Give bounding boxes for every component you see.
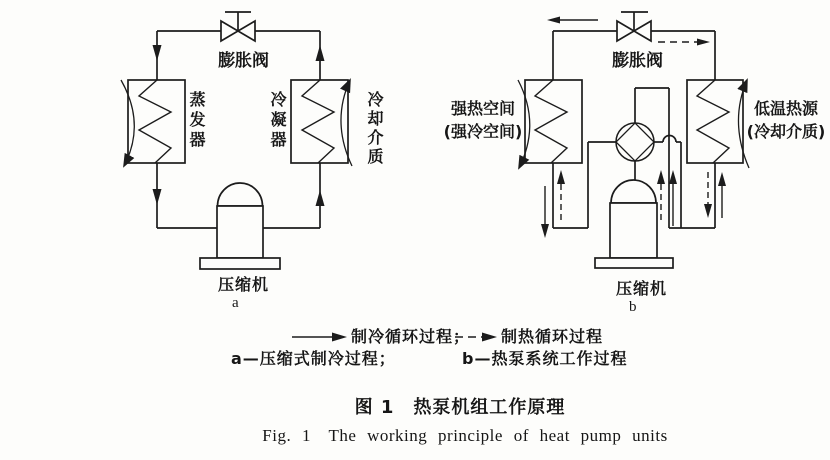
heat-source-exchanger	[687, 80, 749, 168]
flow-arrow-up-icon	[718, 172, 726, 186]
flow-arrow-down-icon	[704, 204, 712, 218]
compressor-b	[595, 180, 673, 268]
compressor-label-a: 压缩机	[218, 275, 270, 294]
heat-source-label: 低温热源 (冷却介质)	[746, 99, 826, 141]
flow-arrow-up-icon	[316, 45, 325, 61]
figure-caption-cn: 图 1 热泵机组工作原理	[354, 397, 566, 418]
legend-heating-cycle-label: 制热循环过程	[501, 327, 604, 346]
flow-arrow-up-icon	[316, 190, 325, 206]
heating-space-label: 强热空间 (强冷空间)	[443, 99, 523, 141]
expansion-valve-label-b: 膨胀阀	[612, 51, 663, 71]
flow-arrow-down-icon	[153, 189, 162, 205]
evaporator-a	[121, 80, 185, 166]
condenser-a	[291, 80, 352, 166]
condenser-label: 冷凝器	[268, 91, 287, 151]
figure-caption-en: Fig. 1 The working principle of heat pump units	[262, 426, 668, 445]
flow-arrow-up-icon	[669, 170, 677, 184]
legend-sub-b: b—热泵系统工作过程	[462, 349, 628, 368]
cooling-medium-label: 冷却介质	[365, 91, 384, 167]
legend-solid-arrow-icon	[292, 333, 347, 342]
heating-direction-arrow	[658, 39, 710, 46]
heating-space-exchanger	[518, 80, 582, 168]
four-way-valve	[616, 123, 654, 161]
cooling-direction-arrow	[547, 17, 598, 24]
expansion-valve-label-a: 膨胀阀	[218, 51, 269, 71]
flow-arrow-down-icon	[153, 45, 162, 61]
legend-cooling-cycle-label: 制冷循环过程；	[351, 327, 471, 346]
sublabel-b: b	[629, 299, 637, 315]
flow-arrow-up-icon	[557, 170, 565, 184]
compressor-label-b: 压缩机	[616, 279, 668, 298]
expansion-valve-a	[157, 12, 320, 41]
sublabel-a: a	[232, 295, 239, 311]
expansion-valve-b	[553, 12, 715, 41]
flow-arrow-up-icon	[657, 170, 665, 184]
flow-arrow-down-icon	[541, 224, 549, 238]
evaporator-label: 蒸发器	[187, 91, 206, 151]
compressor-a	[200, 183, 280, 269]
legend-sub-a: a—压缩式制冷过程；	[231, 349, 396, 368]
